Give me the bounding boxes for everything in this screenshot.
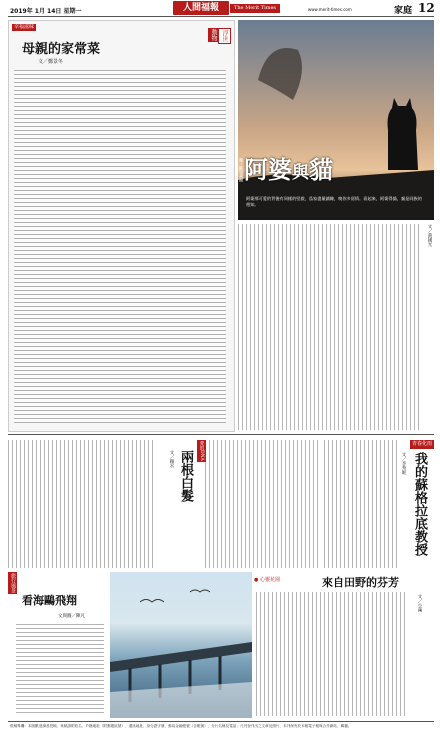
feature-photo (238, 20, 434, 220)
upper-rule (8, 434, 434, 435)
logo-text: 人間福報 (182, 3, 219, 13)
top-article-tag: 幸福滋味 (14, 24, 35, 30)
footer-notice: 徵稿專欄：本版歡迎讀者投稿，來稿請附姓名、戶籍地址（附郵遞區號）、通訊地址、身分證字號、郵局金融帳號（含帳號）、分行名稱及電話；凡刊登刊出之文章及照片，本刊保有於本報電子報與合作網站、聯播。 (10, 724, 352, 728)
middle-article-title: 兩根白髮 (178, 450, 193, 502)
masthead-logo-en: The Merit Times (230, 4, 280, 13)
masthead-section: 家庭 (394, 6, 413, 16)
feature-photo-tag (218, 28, 231, 44)
travel-article-body (16, 624, 104, 716)
cat-silhouette-icon (238, 20, 434, 220)
feature-headline-c: 貓 (309, 155, 333, 184)
feature-photo-credit: 圖／歐如蘋攝 (239, 158, 244, 182)
feature-photo-tag-1: 浮世 (221, 30, 228, 42)
bottom-article-tag: ● 心靈花園 (254, 577, 280, 583)
travel-article-author: 文與圖／陳凡 (58, 614, 85, 619)
travel-article-title: 看海鷗飛翔 (22, 594, 77, 607)
masthead-date: 2019年 1月 14日 星期一 (10, 8, 82, 15)
lower-left-body (8, 440, 153, 568)
middle-article-body (205, 440, 320, 568)
bottom-article-body (256, 592, 408, 716)
right-article-author: 文／李秀妮 (401, 452, 406, 475)
harbor-photo (110, 572, 252, 718)
feature-photo-tag-2: 動物 (210, 29, 217, 41)
right-article-body (324, 440, 400, 568)
top-article-title: 母親的家常菜 (22, 42, 101, 57)
travel-article-tag: 旅行風景 (10, 573, 16, 593)
right-article-title: 我的蘇格拉底教授 (412, 452, 427, 556)
bottom-article-tag-text: 心靈花園 (259, 577, 280, 583)
harbor-bridge-icon (110, 572, 252, 718)
bottom-article-title: 來自田野的芬芳 (322, 576, 399, 589)
middle-article-tag: 愛的DNA (199, 441, 204, 461)
feature-headline-b: 與 (292, 163, 309, 183)
top-article-body (14, 70, 226, 423)
feature-body (238, 224, 422, 430)
masthead-page-number: 12 (418, 1, 435, 15)
masthead-website: www.merit-times.com (308, 7, 352, 12)
masthead-rule (8, 16, 434, 17)
feature-headline (244, 150, 333, 185)
middle-article-author: 文／賴水 (169, 450, 174, 468)
top-article-author: 文／鄭景冬 (38, 59, 64, 65)
feature-author: 文／黃國光 (427, 224, 432, 247)
right-article-tag: 青春化雨 (412, 441, 433, 447)
feature-lead: 阿婆那可愛的背後有同樣的堅毅，爲家盡量鋪陳，嗅你多留情。看起來，阿婆得貓，貓是同族的相知。 (246, 196, 422, 207)
feature-headline-a: 阿婆 (244, 155, 292, 184)
bottom-article-author: 文／小溪 (417, 594, 422, 612)
masthead-logo (173, 1, 229, 15)
footer-rule (8, 721, 434, 722)
